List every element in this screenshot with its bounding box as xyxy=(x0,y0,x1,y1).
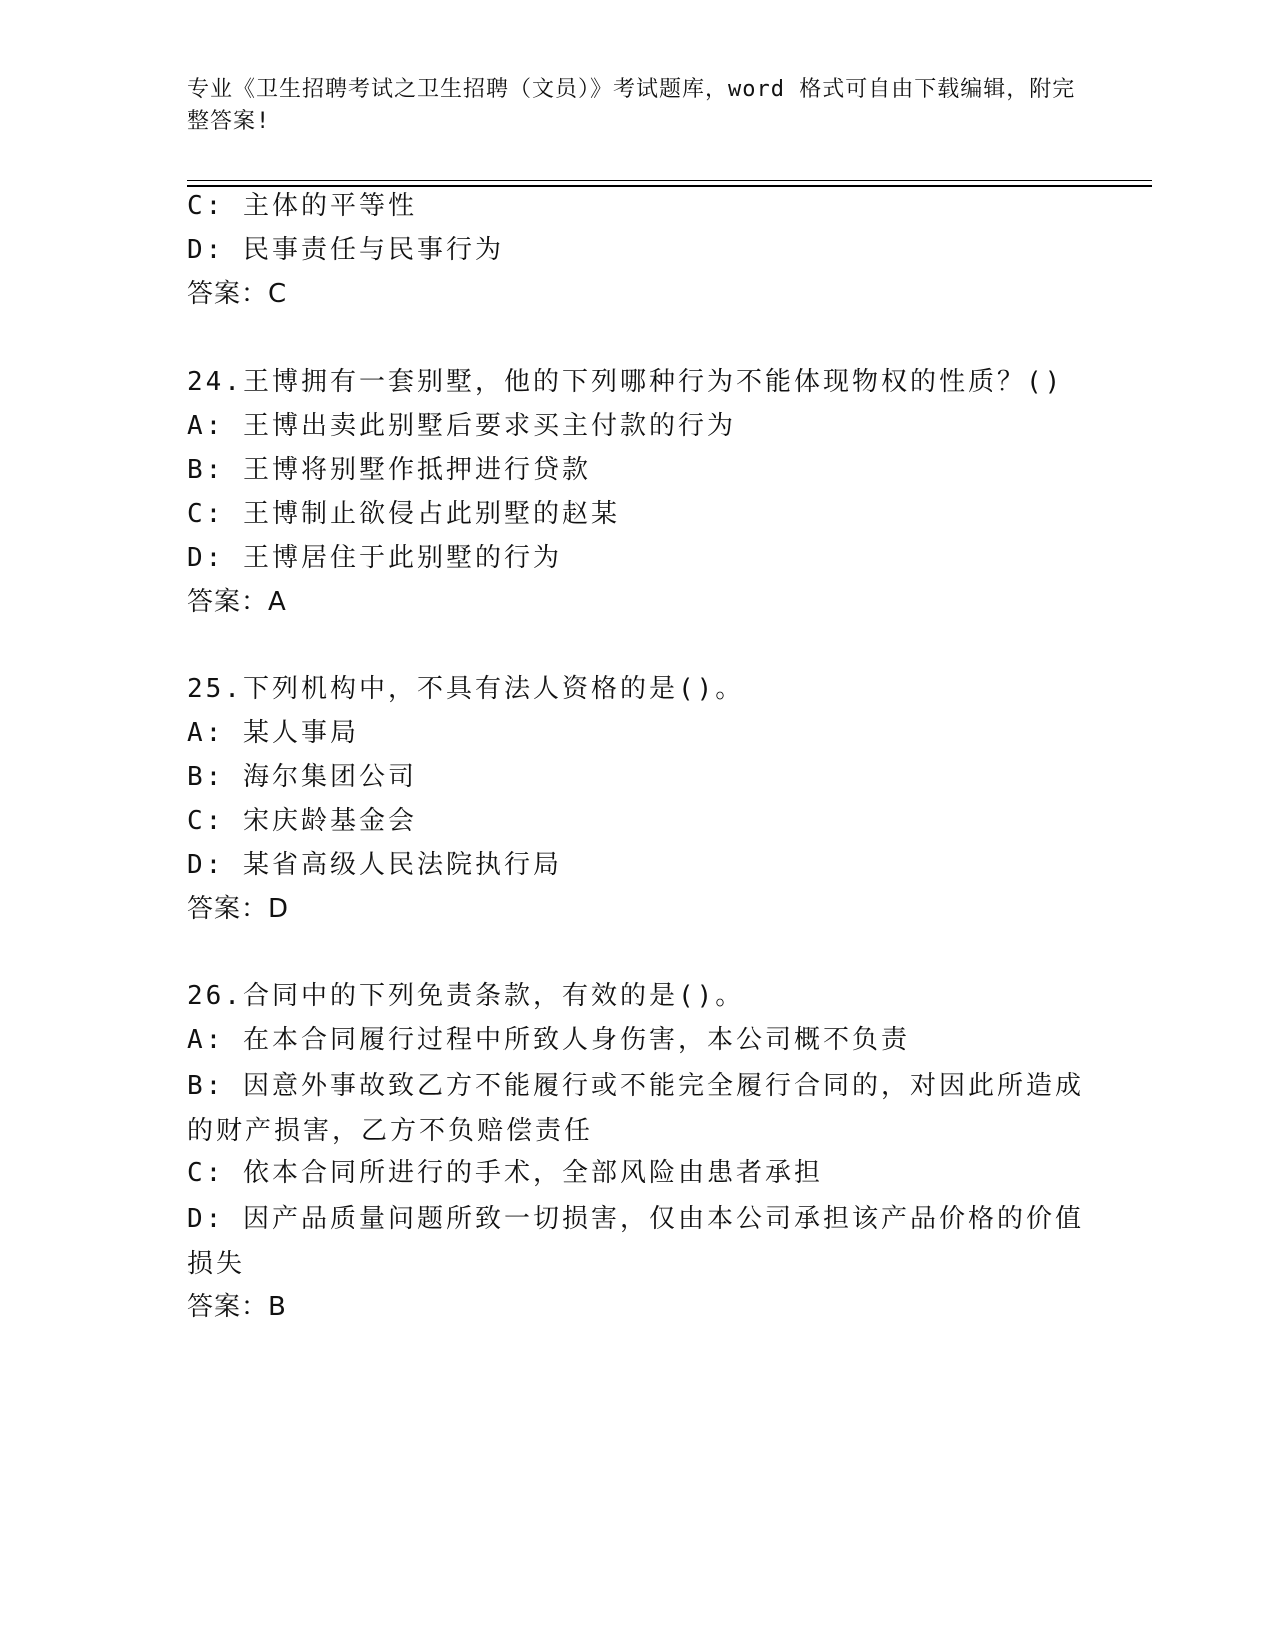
q25-option-b: B: 海尔集团公司 xyxy=(187,762,417,792)
q25-option-a: A: 某人事局 xyxy=(187,718,359,748)
q23-option-d: D: 民事责任与民事行为 xyxy=(187,235,504,265)
q26-option-c: C: 依本合同所进行的手术，全部风险由患者承担 xyxy=(187,1158,823,1188)
q26-option-b: B: 因意外事故致乙方不能履行或不能完全履行合同的，对因此所造成的财产损害，乙方不负赔偿责任 xyxy=(187,1071,1084,1146)
q26-question: 26.合同中的下列免责条款，有效的是()。 xyxy=(187,981,745,1011)
q25-question: 25.下列机构中，不具有法人资格的是()。 xyxy=(187,674,745,704)
q23-option-c: C: 主体的平等性 xyxy=(187,191,417,221)
q24-option-a: A: 王博出卖此别墅后要求买主付款的行为 xyxy=(187,411,736,441)
q24-answer: 答案：A xyxy=(187,587,287,617)
q25-option-d: D: 某省高级人民法院执行局 xyxy=(187,850,562,880)
q25-option-c: C: 宋庆龄基金会 xyxy=(187,806,417,836)
q24-option-d: D: 王博居住于此别墅的行为 xyxy=(187,543,562,573)
q25-answer: 答案：D xyxy=(187,894,290,924)
q26-answer: 答案：B xyxy=(187,1292,287,1322)
q24-option-b: B: 王博将别墅作抵押进行贷款 xyxy=(187,455,591,485)
q23-answer: 答案：C xyxy=(187,279,288,309)
q26-option-a: A: 在本合同履行过程中所致人身伤害，本公司概不负责 xyxy=(187,1025,910,1055)
q24-question: 24.王博拥有一套别墅，他的下列哪种行为不能体现物权的性质？() xyxy=(187,367,1064,397)
document-header: 专业《卫生招聘考试之卫生招聘（文员）》考试题库，word 格式可自由下载编辑，附完整答案! xyxy=(187,77,1076,134)
q26-option-d: D: 因产品质量问题所致一切损害，仅由本公司承担该产品价格的价值损失 xyxy=(187,1204,1084,1279)
header-rule-thick xyxy=(187,185,1152,187)
q24-option-c: C: 王博制止欲侵占此别墅的赵某 xyxy=(187,499,620,529)
header-rule-thin xyxy=(187,180,1152,181)
